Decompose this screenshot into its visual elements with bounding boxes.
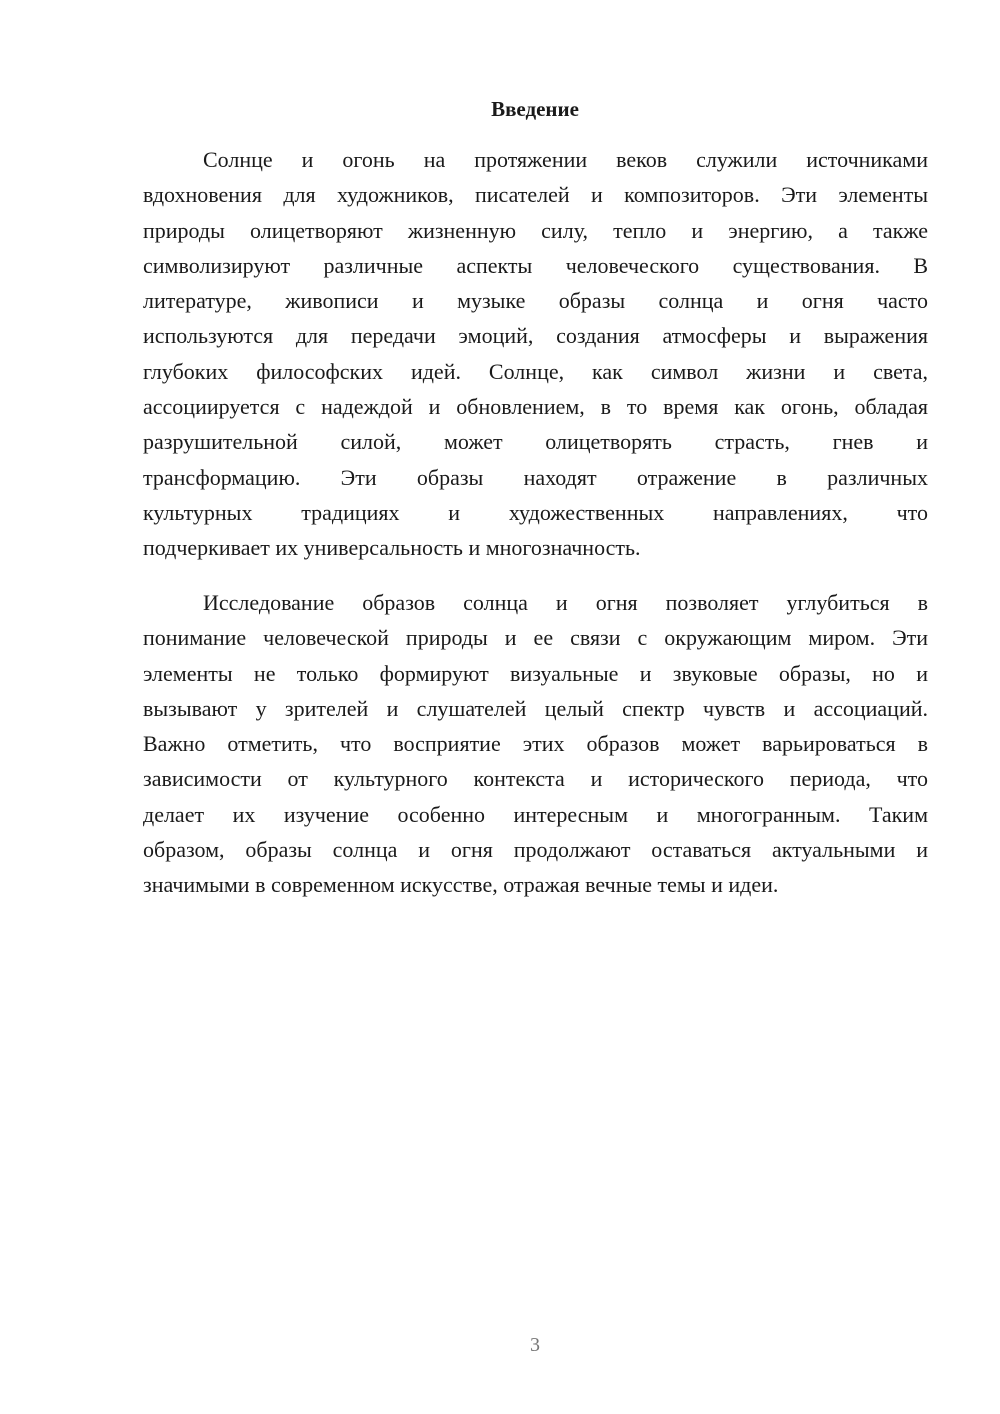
text-line: делает их изучение особенно интересным и многогранным. Таким: [143, 801, 928, 827]
text-line: трансформацию. Эти образы находят отражение в различных: [143, 464, 928, 490]
text-line: вызывают у зрителей и слушателей целый спектр чувств и ассоциаций.: [143, 695, 928, 721]
text-line: используются для передачи эмоций, создания атмосферы и выражения: [143, 323, 928, 349]
text-line: разрушительной силой, может олицетворять страсть, гнев и: [143, 429, 928, 455]
text-line: зависимости от культурного контекста и исторического периода, что: [143, 766, 928, 792]
text-line: Солнце и огонь на протяжении веков служили источниками: [203, 147, 928, 172]
section-title: Введение: [491, 97, 579, 121]
paragraph-1: [143, 142, 928, 566]
text-line: понимание человеческой природы и ее связи с окружающим миром. Эти: [143, 625, 928, 651]
text-line: образом, образы солнца и огня продолжают оставаться актуальными и: [143, 837, 928, 863]
text-line: природы олицетворяют жизненную силу, тепло и энергию, а также: [143, 217, 928, 243]
text-line: культурных традициях и художественных направлениях, что: [143, 499, 928, 525]
text-line: литературе, живописи и музыке образы солнца и огня часто: [143, 288, 928, 314]
text-line: значимыми в современном искусстве, отражая вечные темы и идеи.: [143, 872, 779, 898]
text-line: Важно отметить, что восприятие этих образов может варьироваться в: [143, 731, 928, 757]
text-line: элементы не только формируют визуальные и звуковые образы, но и: [143, 660, 928, 686]
text-line: глубоких философских идей. Солнце, как символ жизни и света,: [143, 358, 928, 384]
text-line: Исследование образов солнца и огня позволяет углубиться в: [203, 590, 928, 615]
text-line: символизируют различные аспекты человеческого существования. В: [143, 252, 928, 278]
text-line: вдохновения для художников, писателей и композиторов. Эти элементы: [143, 182, 928, 208]
text-line: ассоциируется с надеждой и обновлением, в то время как огонь, обладая: [143, 394, 928, 420]
paragraph-2: [143, 585, 928, 903]
text-line: подчеркивает их универсальность и многозначность.: [143, 535, 641, 561]
page-number: 3: [530, 1334, 540, 1356]
